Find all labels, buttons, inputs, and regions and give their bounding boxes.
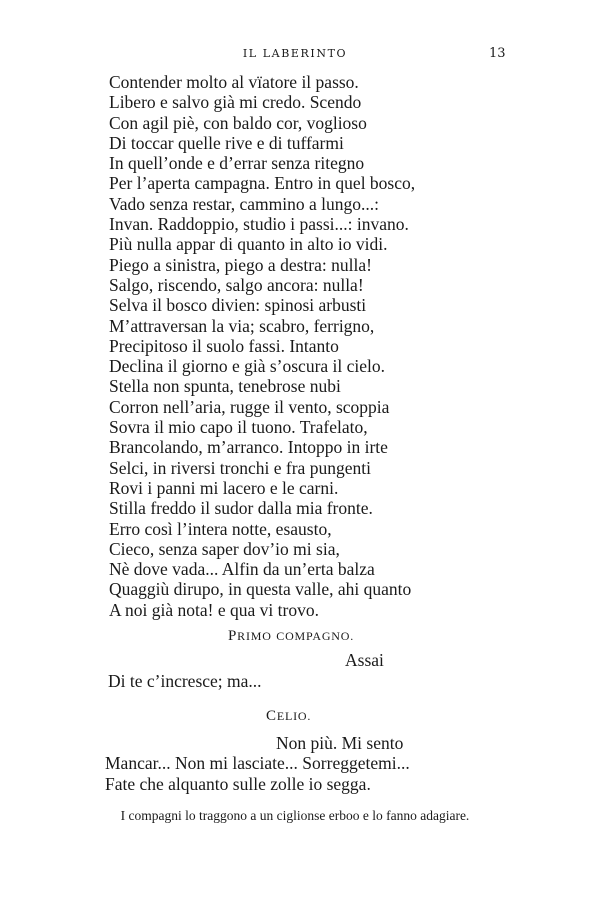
verse-line: Nè dove vada... Alfin da un’erta balza	[109, 559, 375, 580]
verse-line: Selva il bosco divien: spinosi arbusti	[109, 295, 367, 316]
verse-block	[109, 72, 415, 620]
verse-line: Declina il giorno e già s’oscura il cielo.	[109, 356, 386, 377]
speaker-word2: COMPAGNO.	[276, 629, 355, 643]
verse-line: Cieco, senza saper dov’io mi sia,	[109, 538, 340, 559]
verse-line: Contender molto al vïatore il passo.	[109, 72, 359, 92]
verse-line: Stilla freddo il sudor dalla mia fronte.	[109, 498, 373, 519]
verse-line: Rovi i panni mi lacero e le carni.	[109, 477, 339, 498]
verse-line: Di toccar quelle rive e di tuffarmi	[109, 132, 344, 153]
verse-line: Per l’aperta campagna. Entro in quel bosco,	[109, 173, 416, 194]
verse-line: Corron nell’aria, rugge il vento, scoppia	[109, 396, 390, 417]
speaker-initial: P	[228, 628, 238, 644]
speaker-initial: C	[266, 708, 277, 724]
verse-line: Vado senza restar, cammino a lungo...:	[109, 193, 379, 214]
verse-line: Con agil piè, con baldo cor, voglioso	[109, 112, 367, 133]
verse-continuation: Assai	[345, 650, 384, 670]
speaker-heading-primo-compagno	[228, 628, 354, 645]
page-number: 13	[489, 46, 506, 61]
verse-line: Più nulla appar di quanto in alto io vidi.	[109, 234, 388, 255]
speaker-rest: ELIO.	[276, 709, 312, 723]
verse-continuation: Non più. Mi sento	[276, 733, 404, 753]
speaker-rest: RIMO	[237, 629, 272, 643]
verse-line: Precipitoso il suolo fassi. Intanto	[109, 335, 339, 356]
verse-line: Stella non spunta, tenebrose nubi	[109, 376, 341, 397]
verse-line: Quaggiù dirupo, in questa valle, ahi quanto	[109, 579, 412, 600]
verse-line: Piego a sinistra, piego a destra: nulla!	[109, 254, 372, 275]
verse-line: M’attraversan la via; scabro, ferrigno,	[109, 315, 375, 336]
running-head: IL LABERINTO	[242, 47, 348, 60]
verse-line: Selci, in riversi tronchi e fra pungenti	[109, 457, 371, 478]
verse-line: Invan. Raddoppio, studio i passi...: invano.	[109, 214, 409, 235]
verse-line: In quell’onde e d’errar senza ritegno	[109, 153, 365, 174]
verse-line: A noi già nota! e qua vi trovo.	[109, 599, 319, 620]
speaker-heading-celio	[266, 708, 311, 725]
verse-line: Sovra il mio capo il tuono. Trafelato,	[109, 417, 368, 438]
verse-line: Mancar... Non mi lasciate... Sorreggetemi...	[105, 753, 410, 773]
verse-line: Salgo, riscendo, salgo ancora: nulla!	[109, 274, 364, 295]
verse-line: Di te c’incresce; ma...	[108, 671, 262, 691]
verse-line: Libero e salvo già mi credo. Scendo	[109, 92, 362, 113]
stage-direction: I compagni lo traggono a un ciglionse erboo e lo fanno adagiare.	[120, 808, 470, 823]
verse-line: Fate che alquanto sulle zolle io segga.	[105, 774, 371, 794]
verse-line: Brancolando, m’arranco. Intoppo in irte	[109, 437, 388, 458]
verse-line: Erro così l’intera notte, esausto,	[109, 518, 332, 539]
